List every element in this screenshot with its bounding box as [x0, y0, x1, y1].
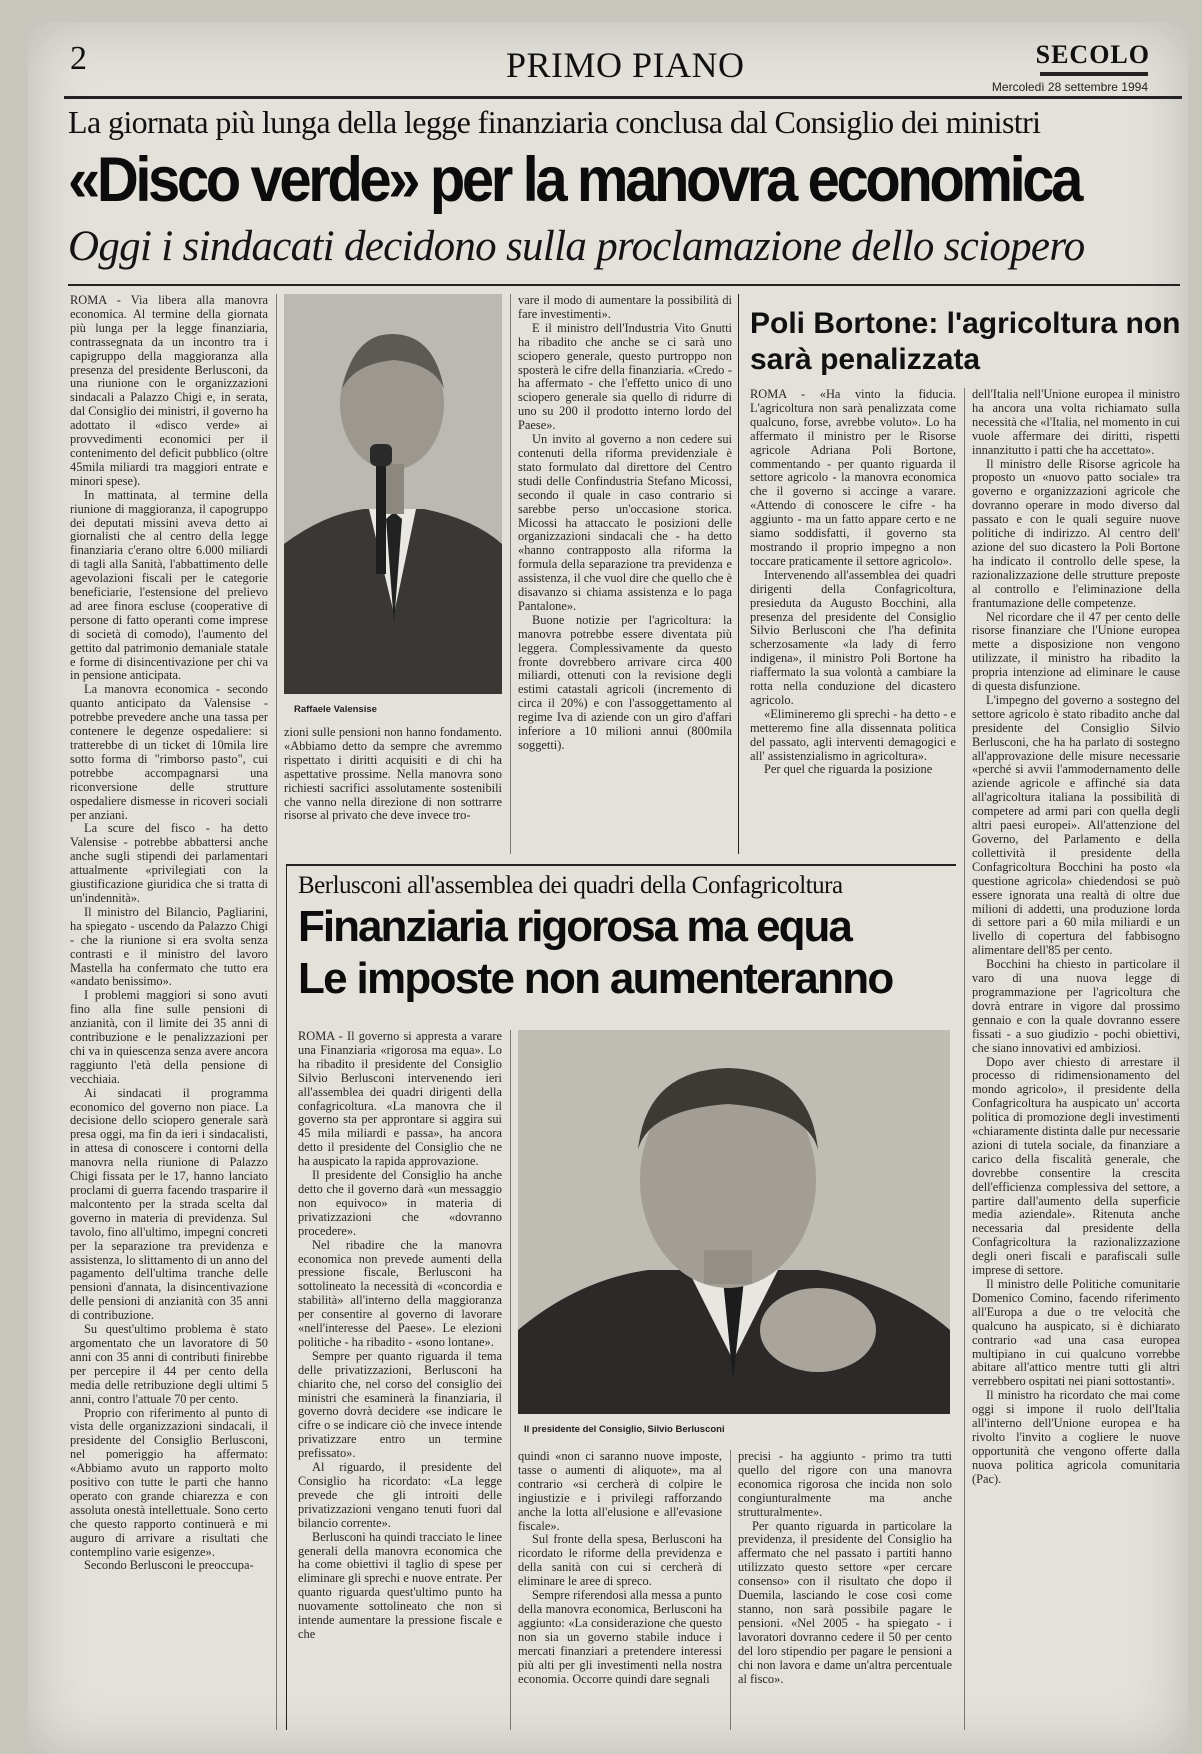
paragraph: Il ministro delle Politiche comunitarie Domenico Comino, facendo riferimento all'Europa a due o tre velocità che qualcuno ha auspicato, si è dichiarato contrario «ad una casa europea multipiano in cui qualcuno vorrebbe abitare all'attico mentre tutti gli altri verrebbero ospitati nei piani sottostanti». [972, 1277, 1180, 1389]
section-title: PRIMO PIANO [506, 45, 745, 85]
paragraph: Bocchini ha chiesto in particolare il varo di una nuova legge di programmazione per l'agricoltura che dovrà entrare in vigore dal prossimo gennaio e con la quale dovranno essere fissati - a suo giudizio - pochi obiettivi, che siano innovativi ed ambiziosi. [972, 957, 1180, 1055]
paragraph: Intervenendo all'assemblea dei quadri dirigenti della Confagricoltura, presieduta da Augusto Bocchini, alla presenza del presidente del Consiglio Silvio Berlusconi che l'ha definita scherzosamente «la lady di ferro indigena», il ministro Poli Bortone ha riaffermato la sua volontà a cambiare la rotta nella conduzione del dicastero agricolo. [750, 567, 956, 707]
paragraph: Proprio con riferimento al punto di vista delle organizzazioni sindacali, il presidente del Consiglio Berlusconi, nel pomeriggio ha affermato: «Abbiamo avuto un rapporto molto positivo con tutte le parti che hanno operato con grande chiarezza e con assoluta onestà intellettuale. Sono certo che questo rapporto continuerà e mi auguro di arrivare a risultati che contemplino varie esigenze». [70, 1405, 268, 1559]
paragraph: Il presidente del Consiglio ha anche detto che il governo darà «un messaggio non equivoco» in materia di privatizzazioni che «dovranno procedere». [298, 1168, 502, 1238]
main-kicker: La giornata più lunga della legge finanziaria conclusa dal Consiglio dei ministri [68, 104, 1041, 140]
paragraph: Per quel che riguarda la posizione [764, 762, 933, 777]
paragraph: I problemi maggiori si sono avuti fino alla fine sulle pensioni di anzianità, con il limite dei 35 anni di contribuzione e le penalizzazioni per chi va in quiescenza senza avere ancora raggiunto l'età della pensione di vecchiaia. [70, 988, 268, 1086]
valensise-photo [284, 294, 502, 694]
paragraph: Sul fronte della spesa, Berlusconi ha ricordato le riforme della previdenza e della sanità con cui si cercherà di eliminare le aree di spreco. [518, 1532, 722, 1589]
paragraph: Il ministro del Bilancio, Pagliarini, ha spiegato - uscendo da Palazzo Chigi - che la riunione si era svolta senza contrasti e il ministro del lavoro Mastella ha confermato che tutto era «andato benissimo». [70, 904, 268, 989]
column-rule [276, 294, 277, 1730]
paragraph: La scure del fisco - ha detto Valensise - potrebbe abbattersi anche anche sugli stipendi dei parlamentari attualmente «privilegiati con la giustificazione giuridica che si tratta di un'indennità». [70, 821, 268, 905]
paragraph: Sempre per quanto riguarda il tema delle privatizzazioni, Berlusconi ha chiarito che, nel corso del consiglio dei ministri che esaminerà la finanziaria, il governo dovrà decidere «se indicare le cifre o se indicare ciò che invece intende privatizzare entro un termine prefissato». [298, 1348, 502, 1461]
paragraph: In mattinata, al termine della riunione di maggioranza, il capogruppo dei deputati missini aveva detto ai giornalisti che al centro della legge finanziaria c'erano oltre 6.000 miliardi di tagli alla Sanità, l'abbattimento delle agevolazioni fiscali per le categorie beneficiarie, l'estensione del prelievo ad aree finora escluse (cooperative di persone di fatto operanti come imprese di società di comodo), l'aumento del gettito dal patrimonio demaniale statale e forme di disincentivazione per chi va in pensione anticipata. [70, 487, 268, 683]
portrait-graphic [284, 294, 502, 694]
paragraph: Sempre riferendosi alla messa a punto della manovra economica, Berlusconi ha aggiunto: «La considerazione che questo non sia un governo stabile induce i mercati finanziari a pretendere interessi più alti per gli investimenti nella nostra economia. Occorre quindi dare segnali [518, 1588, 722, 1686]
portrait-graphic [518, 1030, 950, 1414]
newspaper-page [28, 22, 1188, 1754]
berlusconi-column-2 [518, 1450, 722, 1730]
paragraph: L'impegno del governo a sostegno del settore agricolo è stato ribadito anche dal presidente del Consiglio Silvio Berlusconi, che ha ha parlato di sostegno all'approvazione delle misure necessarie «perché si avvii l'ammodernamento delle aziende agricole e affinché sia data all'agricoltura italiana la possibilità di competere ad armi pari con quella degli altri paesi europei». All'attenzione del Governo, del Parlamento e della collettività il presidente della Confagricoltura Bocchini ha posto «la questione agricola» chiedendosi se può essere ignorata una realtà di oltre due milioni di addetti, una produzione lorda di settore pari a 60 mila miliardi e un livello di copertura del fabbisogno alimentare dell'85 per cento. [972, 692, 1180, 958]
page-number: 2 [70, 40, 87, 77]
paragraph: quindi «non ci saranno nuove imposte, tasse o aumenti di aliquote», ma al contrario «si cercherà di colpire le ingiustizie e i privilegi rafforzando anche la lotta all'elusione e all'evasione fiscale». [518, 1450, 722, 1533]
head-rule [68, 284, 1180, 286]
masthead-logo-rule [1040, 72, 1148, 76]
berlusconi-caption: Il presidente del Consiglio, Silvio Berlusconi [524, 1424, 725, 1435]
berlusconi-kicker: Berlusconi all'assemblea dei quadri della Confagricoltura [298, 872, 843, 899]
side-column-2 [972, 388, 1180, 1730]
berlusconi-headline-1: Finanziaria rigorosa ma equa [298, 902, 851, 951]
main-subheadline: Oggi i sindacati decidono sulla proclamazione dello sciopero [68, 223, 1085, 270]
paragraph: Nel ribadire che la manovra economica non prevede aumenti della pressione fiscale, Berlusconi ha sottolineato la necessità di «concordia e stabilità» all'interno della maggioranza per consentire al governo di lavorare «nell'interesse del Paese». Le elezioni politiche - ha ribadito - «sono lontane». [298, 1237, 502, 1349]
side-column-1 [750, 388, 956, 854]
main-column-1 [70, 294, 268, 1730]
paragraph: precisi - ha aggiunto - primo tra tutti quello del rigore con una manovra economica rigorosa che incida non solo congiunturalmente ma anche strutturalmente». [738, 1450, 952, 1519]
column-rule [510, 294, 511, 854]
newspaper-name: SECOLO [1035, 40, 1150, 69]
paragraph: Per quanto riguarda in particolare la previdenza, il presidente del Consiglio ha affermato che nel passato i partiti hanno utilizzato questo settore «per cercare consenso» con il risultato che dopo il Duemila, lasciando le cose così come stanno, non sarà possibile pagare le pensioni. «Nel 2005 - ha spiegato - i lavoratori dovranno cedere il 50 per cento del loro stipendio per pagare le pensioni a chi non lavora e dame un'altra percentuale al fisco». [738, 1518, 952, 1686]
column-rule [964, 388, 965, 1730]
berlusconi-column-1 [298, 1030, 502, 1730]
berlusconi-photo [518, 1030, 950, 1414]
main-column-2 [284, 726, 502, 854]
paragraph: Su quest'ultimo problema è stato argomentato che un lavoratore di 50 anni con 35 anni di contributi finirebbe per percepire il 44 per cento della media delle retribuzione degli ultimi 5 anni, contro l'attuale 70 per cento. [70, 1322, 268, 1406]
side-headline: Poli Bortone: l'agricoltura non sarà penalizzata [750, 307, 1181, 376]
column-rule [510, 1030, 511, 1730]
paragraph: zioni sulle pensioni non hanno fondamento. «Abbiamo detto da sempre che avremmo rispettato i diritti acquisiti e di chi ha aspettative prossime. Nella manovra sono richiesti sacrifici assolutamente sostenibili che vanno nella direzione di non sottrarre risorse al privato che deve invece tro- [284, 726, 502, 823]
main-headline: «Disco verde» per la manovra economica [68, 145, 1080, 216]
paragraph: «Elimineremo gli sprechi - ha detto - e metteremo fine alla dissennata politica del passato, agli interventi demagogici e all' assistenzialismo in agricoltura». [750, 706, 956, 763]
paragraph: ROMA - Via libera alla manovra economica. Al termine della giornata più lunga per la legge finanziaria, contrassegnata da un incontro tra i capigruppo della maggioranza alla presenza del presidente Berlusconi, da una riunione con le organizzazioni sindacali a Palazzo Chigi e, in serata, dal Consiglio dei ministri, il governo ha adottato il «disco verde» ai provvedimenti economici per il contenimento del deficit pubblico (oltre 45mila miliardi tra maggiori entrate e minori spese). [70, 294, 268, 488]
masthead-rule [64, 96, 1182, 99]
berlusconi-box-top-rule [286, 864, 956, 866]
paragraph: Nel ricordare che il 47 per cento delle risorse finanziare che l'Unione europea mette a disposizione non vengono utilizzate, il ministro ha ribadito la propria intenzione ad eliminare le cause di questa disfunzione. [972, 609, 1180, 694]
paragraph: Ai sindacati il programma economico del governo non piace. La decisione dello sciopero generale sarà presa oggi, ma fin da ieri i sindacalisti, in attesa di conoscere i contorni della manovra nella riunione di Palazzo Chigi fissata per le 17, hanno lanciato proclami di guerra facendo trasparire il malcontento per la strada scelta dal governo in materia di previdenza. Sul tavolo, fino all'ultimo, impegni concreti per la separazione tra previdenza e assistenza, lo slittamento di un anno del pagamento dell'ultima tranche delle pensioni d'annata, la disincentivazione delle pensioni di anzianità con 35 anni di contribuzione. [70, 1085, 268, 1323]
paragraph: vare il modo di aumentare la possibilità di fare investimenti». [518, 294, 732, 321]
berlusconi-headline-2: Le imposte non aumenteranno [298, 954, 893, 1003]
paragraph: La manovra economica - secondo quanto anticipato da Valensise - potrebbe prevedere anche una tassa per contenere le degenze ospedaliere: si tratterebbe di un ticket di 10mila lire sotto forma di "rimborso pasto", cui potrebbe accompagnarsi una riconversione delle strutture ospedaliere dismesse in ricoveri sociali per anziani. [70, 682, 268, 822]
paragraph: Il ministro delle Risorse agricole ha proposto un «nuovo patto sociale» tra governo e organizzazioni agricole che dovranno operare in modo diverso dal passato e con le quali seguire nuove politiche di indirizzo. Al centro dell' azione del suo dicastero la Poli Bortone ha indicato il controllo delle spese, la razionalizzazione delle strutture preposte al controllo e l'eliminazione della frantumazione delle competenze. [972, 456, 1180, 610]
column-rule [730, 1450, 731, 1730]
paragraph: Al riguardo, il presidente del Consiglio ha ricordato: «La legge prevede che gli introiti delle privatizzazioni vengano tenuti fuori dal bilancio corrente». [298, 1460, 502, 1530]
paragraph: dell'Italia nell'Unione europea il ministro ha ancora una volta richiamato sulla necessità che «l'Italia, nel momento in cui vuole affermare dei diritti, rispetti innanzitutto i patti che ha accettato». [972, 388, 1180, 457]
main-column-3 [518, 294, 732, 854]
paragraph: E il ministro dell'Industria Vito Gnutti ha ribadito che anche se ci sarà uno sciopero generale, questo purtroppo non sposterà le cifre della finanziaria. «Credo - ha affermato - che l'effetto unico di uno sciopero generale sia quello di ridurre di uno su 200 il prodotto interno lordo del Paese». [518, 320, 732, 433]
paragraph: Un invito al governo a non cedere sui contenuti della riforma previdenziale è stato formulato dal direttore del Centro studi delle Confindustria Stefano Micossi, secondo il quale in caso contrario si sarebbe perso un'occasione storica. Micossi ha attaccato le posizioni delle organizzazioni sindacali che - ha detto «hanno contrapposto alla riforma la formula della separazione tra previdenza e assistenza, il che vuol dire che quello che è disavanzo si chiama assistenza e lo paga Pantalone». [518, 432, 732, 613]
paragraph: Secondo Berlusconi le preoccupa- [84, 1558, 254, 1573]
berlusconi-box-left-rule [286, 864, 287, 1730]
paragraph: ROMA - «Ha vinto la fiducia. L'agricoltura non sarà penalizzata come qualcuno, forse, avrebbe voluto». Lo ha affermato il ministro per le Risorse agricole Adriana Poli Bortone, commentando - per quanto riguarda il settore agricolo - la manovra economica che il governo si accinge a varare. «Attendo di conoscere le cifre - ha aggiunto - ma un fatto appare certo e ne siamo soddisfatti, il governo sta mostrando il proprio impegno a non toccare praticamente il settore agricolo». [750, 388, 956, 568]
paragraph: Buone notizie per l'agricoltura: la manovra potrebbe essere diventata più leggera. Complessivamente da questo fronte dovrebbero arrivare circa 400 miliardi, ottenuti con la revisione degli estimi catastali agricoli (incremento di circa il 20%) e con l'assoggettamento al regime Iva di aziende con un giro d'affari inferiore a 10 milioni annui (800mila soggetti). [518, 612, 732, 752]
paragraph: Dopo aver chiesto di arrestare il processo di ridimensionamento del mondo agricolo», il presidente della Confagricoltura ha auspicato un' accorta politica di promozione degli investimenti «chiaramente distinta dalle pur necessarie azioni di tutela sociale, da finanziare a carico della fiscalità generale, che dovrebbe consentire la crescita dell'efficienza complessiva del settore, a partire dall'aumento della superficie media aziendale». Ritenuta anche necessaria dal presidente della Confagricoltura la razionalizzazione degli oneri fiscali e parafiscali sulle imprese di settore. [972, 1054, 1180, 1278]
berlusconi-column-3 [738, 1450, 952, 1730]
paragraph: ROMA - Il governo si appresta a varare una Finanziaria «rigorosa ma equa». Lo ha ribadito il presidente del Consiglio Silvio Berlusconi intervenendo ieri all'assemblea dei quadri dirigenti della confagricoltura. «La manovra che il governo sta per approntare si aggira sui 45 mila miliardi e passa», ha ancora detto il presidente del Consiglio che ne ha auspicato la rapida approvazione. [298, 1030, 502, 1169]
paragraph: Berlusconi ha quindi tracciato le linee generali della manovra economica che ha come obiettivi il taglio di spese per eliminare gli sprechi e nuove entrate. Per quanto riguarda quest'ultimo punto ha nuovamente sottolineato che non si intende aumentare la pressione fiscale e che [298, 1529, 502, 1641]
valensise-caption: Raffaele Valensise [294, 704, 377, 715]
side-box-border [738, 294, 739, 854]
paragraph: Il ministro ha ricordato che mai come oggi si impone il ruolo dell'Italia all'interno dell'Unione europea e ha rivolto l'invito a cogliere le nuove opportunità che vengono offerte dalla nuova politica agricola comunitaria (Pac). [972, 1388, 1180, 1486]
issue-date: Mercoledì 28 settembre 1994 [991, 80, 1148, 94]
